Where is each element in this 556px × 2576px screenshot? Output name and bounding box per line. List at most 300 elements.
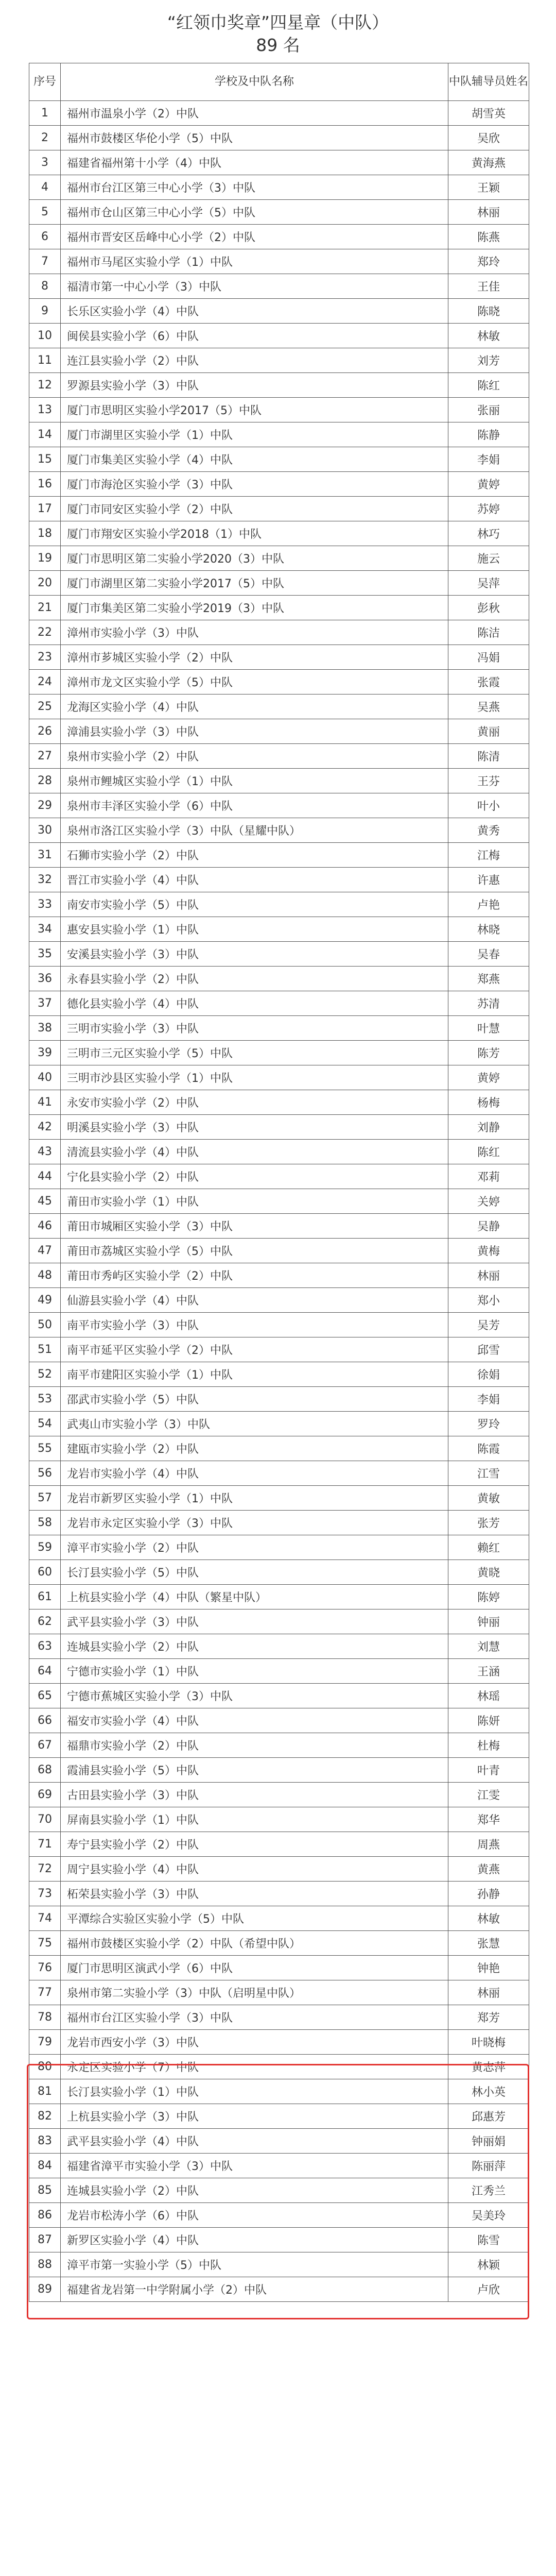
table-row xyxy=(29,620,529,645)
row-no: 65 xyxy=(29,1684,61,1708)
row-teacher: 叶小 xyxy=(448,793,529,818)
row-teacher: 张慧 xyxy=(448,1931,529,1956)
row-school-squadron: 福建省龙岩第一中学附属小学（2）中队 xyxy=(61,2277,448,2302)
row-teacher: 卢欣 xyxy=(448,2277,529,2302)
row-teacher: 林颖 xyxy=(448,2252,529,2277)
row-teacher: 黄秀 xyxy=(448,818,529,843)
row-no: 5 xyxy=(29,200,61,225)
row-teacher: 黄婷 xyxy=(448,472,529,497)
row-school-squadron: 长汀县实验小学（5）中队 xyxy=(61,1560,448,1585)
table-row xyxy=(29,447,529,472)
row-school-squadron: 宁德市蕉城区实验小学（3）中队 xyxy=(61,1684,448,1708)
table-row xyxy=(29,1882,529,1906)
row-no: 60 xyxy=(29,1560,61,1585)
table-row xyxy=(29,521,529,546)
row-school-squadron: 永定区实验小学（7）中队 xyxy=(61,2055,448,2079)
row-no: 29 xyxy=(29,793,61,818)
row-teacher: 周燕 xyxy=(448,1832,529,1857)
row-teacher: 卢艳 xyxy=(448,892,529,917)
row-no: 87 xyxy=(29,2228,61,2252)
row-teacher: 叶慧 xyxy=(448,1016,529,1041)
row-school-squadron: 福清市第一中心小学（3）中队 xyxy=(61,274,448,299)
row-no: 88 xyxy=(29,2252,61,2277)
row-school-squadron: 古田县实验小学（3）中队 xyxy=(61,1783,448,1807)
row-teacher: 江雯 xyxy=(448,1783,529,1807)
row-no: 2 xyxy=(29,126,61,150)
row-teacher: 苏婷 xyxy=(448,497,529,521)
row-school-squadron: 连城县实验小学（2）中队 xyxy=(61,1634,448,1659)
row-no: 57 xyxy=(29,1486,61,1511)
row-teacher: 林敏 xyxy=(448,1906,529,1931)
row-school-squadron: 连江县实验小学（2）中队 xyxy=(61,348,448,373)
row-teacher: 黄燕 xyxy=(448,1857,529,1882)
row-teacher: 叶青 xyxy=(448,1758,529,1783)
table-row xyxy=(29,2005,529,2030)
row-school-squadron: 福州市晋安区岳峰中心小学（2）中队 xyxy=(61,225,448,249)
row-school-squadron: 南安市实验小学（5）中队 xyxy=(61,892,448,917)
table-row xyxy=(29,892,529,917)
row-school-squadron: 漳州市芗城区实验小学（2）中队 xyxy=(61,645,448,670)
row-teacher: 黄敏 xyxy=(448,1486,529,1511)
row-school-squadron: 莆田市城厢区实验小学（3）中队 xyxy=(61,1214,448,1239)
table-row xyxy=(29,398,529,422)
row-no: 10 xyxy=(29,324,61,348)
row-no: 24 xyxy=(29,670,61,694)
row-no: 72 xyxy=(29,1857,61,1882)
row-no: 16 xyxy=(29,472,61,497)
row-no: 68 xyxy=(29,1758,61,1783)
row-no: 73 xyxy=(29,1882,61,1906)
row-no: 51 xyxy=(29,1337,61,1362)
row-no: 49 xyxy=(29,1288,61,1313)
row-school-squadron: 漳平市实验小学（2）中队 xyxy=(61,1535,448,1560)
table-row xyxy=(29,1832,529,1857)
row-teacher: 陈洁 xyxy=(448,620,529,645)
row-school-squadron: 泉州市鲤城区实验小学（1）中队 xyxy=(61,769,448,793)
row-school-squadron: 福州市鼓楼区实验小学（2）中队（希望中队） xyxy=(61,1931,448,1956)
table-row xyxy=(29,942,529,967)
table-row xyxy=(29,1090,529,1115)
row-teacher: 许惠 xyxy=(448,868,529,892)
row-no: 4 xyxy=(29,175,61,200)
table-row xyxy=(29,1115,529,1140)
row-school-squadron: 龙岩市西安小学（3）中队 xyxy=(61,2030,448,2055)
row-no: 45 xyxy=(29,1189,61,1214)
table-row xyxy=(29,422,529,447)
row-no: 53 xyxy=(29,1387,61,1412)
table-row xyxy=(29,1511,529,1535)
table-row xyxy=(29,1560,529,1585)
row-teacher: 江雪 xyxy=(448,1461,529,1486)
table-row xyxy=(29,1313,529,1337)
row-teacher: 吴燕 xyxy=(448,694,529,719)
row-teacher: 林晓 xyxy=(448,917,529,942)
row-no: 37 xyxy=(29,991,61,1016)
row-no: 21 xyxy=(29,596,61,620)
row-no: 25 xyxy=(29,694,61,719)
row-teacher: 黄婷 xyxy=(448,1065,529,1090)
row-teacher: 罗玲 xyxy=(448,1412,529,1436)
table-row xyxy=(29,1263,529,1288)
row-no: 35 xyxy=(29,942,61,967)
row-teacher: 林丽 xyxy=(448,1980,529,2005)
row-school-squadron: 长乐区实验小学（4）中队 xyxy=(61,299,448,324)
table-header-row xyxy=(29,63,529,101)
table-row xyxy=(29,348,529,373)
row-no: 80 xyxy=(29,2055,61,2079)
row-teacher: 林瑶 xyxy=(448,1684,529,1708)
row-school-squadron: 厦门市湖里区第二实验小学2017（5）中队 xyxy=(61,571,448,596)
row-teacher: 李娟 xyxy=(448,1387,529,1412)
row-no: 15 xyxy=(29,447,61,472)
table-row xyxy=(29,2178,529,2203)
row-no: 54 xyxy=(29,1412,61,1436)
row-school-squadron: 南平市实验小学（3）中队 xyxy=(61,1313,448,1337)
table-row xyxy=(29,1634,529,1659)
row-school-squadron: 新罗区实验小学（4）中队 xyxy=(61,2228,448,2252)
row-no: 41 xyxy=(29,1090,61,1115)
table-row xyxy=(29,546,529,571)
table-row xyxy=(29,1609,529,1634)
row-teacher: 张芳 xyxy=(448,1511,529,1535)
row-school-squadron: 长汀县实验小学（1）中队 xyxy=(61,2079,448,2104)
row-no: 38 xyxy=(29,1016,61,1041)
row-school-squadron: 三明市沙县区实验小学（1）中队 xyxy=(61,1065,448,1090)
row-school-squadron: 柘荣县实验小学（3）中队 xyxy=(61,1882,448,1906)
row-teacher: 孙静 xyxy=(448,1882,529,1906)
table-row xyxy=(29,1585,529,1609)
row-no: 48 xyxy=(29,1263,61,1288)
table-row xyxy=(29,1857,529,1882)
row-school-squadron: 霞浦县实验小学（5）中队 xyxy=(61,1758,448,1783)
row-teacher: 张霞 xyxy=(448,670,529,694)
table-row xyxy=(29,1708,529,1733)
row-teacher: 吴芳 xyxy=(448,1313,529,1337)
table-row xyxy=(29,571,529,596)
row-teacher: 郑燕 xyxy=(448,967,529,991)
row-teacher: 吴欣 xyxy=(448,126,529,150)
row-teacher: 李娟 xyxy=(448,447,529,472)
row-teacher: 陈霞 xyxy=(448,1436,529,1461)
table-row xyxy=(29,1535,529,1560)
row-teacher: 陈静 xyxy=(448,422,529,447)
row-teacher: 王颖 xyxy=(448,175,529,200)
row-no: 58 xyxy=(29,1511,61,1535)
row-no: 69 xyxy=(29,1783,61,1807)
row-teacher: 吴美玲 xyxy=(448,2203,529,2228)
row-no: 30 xyxy=(29,818,61,843)
table-row xyxy=(29,1189,529,1214)
row-school-squadron: 永安市实验小学（2）中队 xyxy=(61,1090,448,1115)
row-no: 56 xyxy=(29,1461,61,1486)
row-no: 47 xyxy=(29,1239,61,1263)
row-teacher: 邱惠芳 xyxy=(448,2104,529,2129)
table-row xyxy=(29,694,529,719)
row-no: 34 xyxy=(29,917,61,942)
row-no: 78 xyxy=(29,2005,61,2030)
row-school-squadron: 闽侯县实验小学（6）中队 xyxy=(61,324,448,348)
row-teacher: 江秀兰 xyxy=(448,2178,529,2203)
row-teacher: 林丽 xyxy=(448,1263,529,1288)
row-school-squadron: 罗源县实验小学（3）中队 xyxy=(61,373,448,398)
row-school-squadron: 漳平市第一实验小学（5）中队 xyxy=(61,2252,448,2277)
table-row xyxy=(29,2154,529,2178)
table-row xyxy=(29,1980,529,2005)
row-teacher: 陈丽萍 xyxy=(448,2154,529,2178)
row-no: 19 xyxy=(29,546,61,571)
row-teacher: 吴静 xyxy=(448,1214,529,1239)
table-row xyxy=(29,744,529,769)
row-school-squadron: 石狮市实验小学（2）中队 xyxy=(61,843,448,868)
table-row xyxy=(29,175,529,200)
table-row xyxy=(29,1659,529,1684)
row-no: 32 xyxy=(29,868,61,892)
row-teacher: 徐娟 xyxy=(448,1362,529,1387)
row-school-squadron: 三明市实验小学（3）中队 xyxy=(61,1016,448,1041)
row-no: 84 xyxy=(29,2154,61,2178)
row-school-squadron: 厦门市集美区第二实验小学2019（3）中队 xyxy=(61,596,448,620)
row-no: 44 xyxy=(29,1164,61,1189)
row-teacher: 陈婷 xyxy=(448,1585,529,1609)
row-school-squadron: 福建省福州第十小学（4）中队 xyxy=(61,150,448,175)
table-row xyxy=(29,274,529,299)
row-teacher: 叶晓梅 xyxy=(448,2030,529,2055)
row-teacher: 刘芳 xyxy=(448,348,529,373)
row-no: 63 xyxy=(29,1634,61,1659)
table-row xyxy=(29,967,529,991)
row-school-squadron: 泉州市实验小学（2）中队 xyxy=(61,744,448,769)
row-no: 62 xyxy=(29,1609,61,1634)
row-teacher: 黄梅 xyxy=(448,1239,529,1263)
row-school-squadron: 永春县实验小学（2）中队 xyxy=(61,967,448,991)
table-row xyxy=(29,1041,529,1065)
row-school-squadron: 漳浦县实验小学（3）中队 xyxy=(61,719,448,744)
row-teacher: 吴萍 xyxy=(448,571,529,596)
row-no: 85 xyxy=(29,2178,61,2203)
row-no: 79 xyxy=(29,2030,61,2055)
row-school-squadron: 南平市建阳区实验小学（1）中队 xyxy=(61,1362,448,1387)
row-teacher: 吴春 xyxy=(448,942,529,967)
row-school-squadron: 莆田市荔城区实验小学（5）中队 xyxy=(61,1239,448,1263)
row-teacher: 施云 xyxy=(448,546,529,571)
row-teacher: 郑玲 xyxy=(448,249,529,274)
table-row xyxy=(29,2252,529,2277)
table-row xyxy=(29,497,529,521)
row-school-squadron: 龙海区实验小学（4）中队 xyxy=(61,694,448,719)
table-row xyxy=(29,249,529,274)
row-teacher: 冯娟 xyxy=(448,645,529,670)
row-no: 18 xyxy=(29,521,61,546)
table-row xyxy=(29,1337,529,1362)
row-teacher: 黄海燕 xyxy=(448,150,529,175)
table-row xyxy=(29,1387,529,1412)
row-teacher: 邓莉 xyxy=(448,1164,529,1189)
row-school-squadron: 龙岩市永定区实验小学（3）中队 xyxy=(61,1511,448,1535)
table-row xyxy=(29,1461,529,1486)
table-row xyxy=(29,2104,529,2129)
table-row xyxy=(29,719,529,744)
row-school-squadron: 晋江市实验小学（4）中队 xyxy=(61,868,448,892)
section1-count: 89 名 xyxy=(256,35,300,55)
table-row xyxy=(29,645,529,670)
row-school-squadron: 武夷山市实验小学（3）中队 xyxy=(61,1412,448,1436)
row-teacher: 陈晓 xyxy=(448,299,529,324)
table-row xyxy=(29,843,529,868)
row-school-squadron: 寿宁县实验小学（2）中队 xyxy=(61,1832,448,1857)
row-no: 42 xyxy=(29,1115,61,1140)
table-row xyxy=(29,1436,529,1461)
row-teacher: 陈雪 xyxy=(448,2228,529,2252)
row-school-squadron: 厦门市思明区第二实验小学2020（3）中队 xyxy=(61,546,448,571)
row-teacher: 郑芳 xyxy=(448,2005,529,2030)
row-no: 61 xyxy=(29,1585,61,1609)
table-row xyxy=(29,670,529,694)
row-teacher: 王涵 xyxy=(448,1659,529,1684)
table-row xyxy=(29,868,529,892)
row-no: 20 xyxy=(29,571,61,596)
table-row xyxy=(29,472,529,497)
row-school-squadron: 仙游县实验小学（4）中队 xyxy=(61,1288,448,1313)
row-teacher: 彭秋 xyxy=(448,596,529,620)
row-school-squadron: 龙岩市实验小学（4）中队 xyxy=(61,1461,448,1486)
table-row xyxy=(29,1486,529,1511)
row-school-squadron: 厦门市湖里区实验小学（1）中队 xyxy=(61,422,448,447)
row-teacher: 王佳 xyxy=(448,274,529,299)
row-school-squadron: 明溪县实验小学（3）中队 xyxy=(61,1115,448,1140)
table-row xyxy=(29,225,529,249)
row-teacher: 钟丽 xyxy=(448,1609,529,1634)
table-row xyxy=(29,1140,529,1164)
row-teacher: 王芬 xyxy=(448,769,529,793)
row-no: 66 xyxy=(29,1708,61,1733)
header-no: 序号 xyxy=(29,63,61,101)
row-school-squadron: 泉州市第二实验小学（3）中队（启明星中队） xyxy=(61,1980,448,2005)
table-row xyxy=(29,2277,529,2302)
row-school-squadron: 德化县实验小学（4）中队 xyxy=(61,991,448,1016)
row-no: 22 xyxy=(29,620,61,645)
table-row xyxy=(29,1783,529,1807)
row-teacher: 关婷 xyxy=(448,1189,529,1214)
row-teacher: 杨梅 xyxy=(448,1090,529,1115)
table-row xyxy=(29,324,529,348)
table-row xyxy=(29,1931,529,1956)
row-school-squadron: 宁德市实验小学（1）中队 xyxy=(61,1659,448,1684)
row-school-squadron: 屏南县实验小学（1）中队 xyxy=(61,1807,448,1832)
row-school-squadron: 龙岩市松涛小学（6）中队 xyxy=(61,2203,448,2228)
row-no: 89 xyxy=(29,2277,61,2302)
row-school-squadron: 建瓯市实验小学（2）中队 xyxy=(61,1436,448,1461)
table-row xyxy=(29,596,529,620)
table-row xyxy=(29,299,529,324)
row-school-squadron: 福州市温泉小学（2）中队 xyxy=(61,101,448,126)
table-row xyxy=(29,2228,529,2252)
row-school-squadron: 平潭综合实验区实验小学（5）中队 xyxy=(61,1906,448,1931)
row-teacher: 张丽 xyxy=(448,398,529,422)
header-name: 学校及中队名称 xyxy=(61,63,448,101)
row-no: 23 xyxy=(29,645,61,670)
row-school-squadron: 漳州市实验小学（3）中队 xyxy=(61,620,448,645)
table-row xyxy=(29,1906,529,1931)
row-no: 6 xyxy=(29,225,61,249)
row-school-squadron: 厦门市同安区实验小学（2）中队 xyxy=(61,497,448,521)
row-school-squadron: 福州市仓山区第三中心小学（5）中队 xyxy=(61,200,448,225)
row-no: 1 xyxy=(29,101,61,126)
table-row xyxy=(29,1065,529,1090)
table-row xyxy=(29,2129,529,2154)
row-no: 83 xyxy=(29,2129,61,2154)
row-no: 43 xyxy=(29,1140,61,1164)
row-no: 14 xyxy=(29,422,61,447)
row-teacher: 林丽 xyxy=(448,200,529,225)
row-school-squadron: 泉州市丰泽区实验小学（6）中队 xyxy=(61,793,448,818)
table-row xyxy=(29,373,529,398)
row-no: 77 xyxy=(29,1980,61,2005)
row-school-squadron: 南平市延平区实验小学（2）中队 xyxy=(61,1337,448,1362)
row-no: 74 xyxy=(29,1906,61,1931)
row-no: 86 xyxy=(29,2203,61,2228)
table-row xyxy=(29,1807,529,1832)
row-school-squadron: 清流县实验小学（4）中队 xyxy=(61,1140,448,1164)
table-row xyxy=(29,1684,529,1708)
row-school-squadron: 漳州市龙文区实验小学（5）中队 xyxy=(61,670,448,694)
row-no: 11 xyxy=(29,348,61,373)
row-school-squadron: 泉州市洛江区实验小学（3）中队（星耀中队） xyxy=(61,818,448,843)
row-teacher: 陈燕 xyxy=(448,225,529,249)
row-no: 31 xyxy=(29,843,61,868)
row-school-squadron: 厦门市翔安区实验小学2018（1）中队 xyxy=(61,521,448,546)
row-teacher: 林小英 xyxy=(448,2079,529,2104)
row-teacher: 郑小 xyxy=(448,1288,529,1313)
row-no: 82 xyxy=(29,2104,61,2129)
row-teacher: 陈芳 xyxy=(448,1041,529,1065)
header-teacher: 中队辅导员姓名 xyxy=(448,63,529,101)
row-no: 40 xyxy=(29,1065,61,1090)
table-row xyxy=(29,1362,529,1387)
honor-table-squadrons xyxy=(29,63,529,2302)
row-teacher: 杜梅 xyxy=(448,1733,529,1758)
row-school-squadron: 厦门市思明区实验小学2017（5）中队 xyxy=(61,398,448,422)
row-no: 9 xyxy=(29,299,61,324)
row-no: 52 xyxy=(29,1362,61,1387)
row-no: 76 xyxy=(29,1956,61,1980)
row-school-squadron: 武平县实验小学（4）中队 xyxy=(61,2129,448,2154)
row-no: 13 xyxy=(29,398,61,422)
table-row xyxy=(29,1016,529,1041)
row-no: 55 xyxy=(29,1436,61,1461)
row-no: 3 xyxy=(29,150,61,175)
table-row xyxy=(29,126,529,150)
row-teacher: 江梅 xyxy=(448,843,529,868)
row-no: 81 xyxy=(29,2079,61,2104)
table-row xyxy=(29,1164,529,1189)
table-row xyxy=(29,769,529,793)
row-no: 26 xyxy=(29,719,61,744)
row-school-squadron: 莆田市秀屿区实验小学（2）中队 xyxy=(61,1263,448,1288)
row-teacher: 陈红 xyxy=(448,373,529,398)
table-row xyxy=(29,1412,529,1436)
row-school-squadron: 龙岩市新罗区实验小学（1）中队 xyxy=(61,1486,448,1511)
row-no: 64 xyxy=(29,1659,61,1684)
row-school-squadron: 三明市三元区实验小学（5）中队 xyxy=(61,1041,448,1065)
table-row xyxy=(29,2030,529,2055)
table-row xyxy=(29,818,529,843)
row-teacher: 黄晓 xyxy=(448,1560,529,1585)
row-school-squadron: 莆田市实验小学（1）中队 xyxy=(61,1189,448,1214)
row-teacher: 刘慧 xyxy=(448,1634,529,1659)
row-teacher: 钟艳 xyxy=(448,1956,529,1980)
table-row xyxy=(29,150,529,175)
row-teacher: 胡雪英 xyxy=(448,101,529,126)
